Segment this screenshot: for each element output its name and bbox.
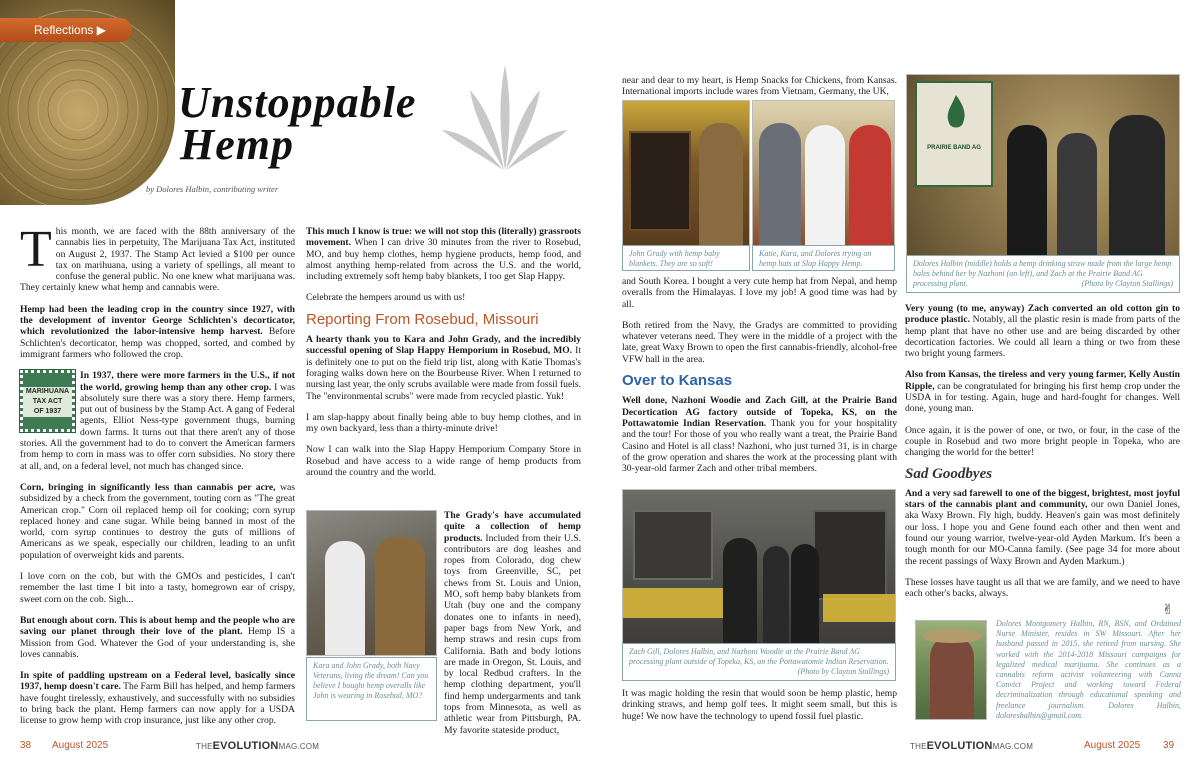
person-figure xyxy=(375,537,425,656)
sign-text: PRAIRIE BAND AG xyxy=(927,145,981,151)
paragraph-text: Before Schlichten's decorticator, hemp was chopped, sorted, and combed by immigrant farmers who followed the crop. xyxy=(20,326,295,360)
page-number-left: 38 xyxy=(20,740,32,751)
paragraph-text: his month, we are faced with the 88th anniversary of the cannabis lies in perpetuity, The Marijuana Tax Act, instituted on August 2, 1937. The Stamp Act levied a $100 per ounce tax on marihuana, using a variety of spellings, all meant to confuse the general public. No one knew what marijuana was. They certainly knew what hemp and cannabis were. xyxy=(20,226,295,294)
caption-john-blankets: John Grady with hemp baby blankets. They are so soft! xyxy=(622,245,750,271)
caption-hemp-hats: Katie, Kara, and Dolores trying on hemp hats at Slap Happy Hemp. xyxy=(752,245,895,271)
section-heading-kansas: Over to Kansas xyxy=(622,372,733,390)
paragraph-text: can be congratulated for bringing his first hemp crop under the USDA in for testing. Again, huge and hard-fought for changes. Well done, young man. xyxy=(905,380,1180,415)
paragraph xyxy=(622,395,897,474)
person-figure xyxy=(763,546,789,644)
paragraph xyxy=(444,510,581,736)
caption-text: Zach Gill, Dolores Halbin, and Nazhoni Woodie at the Prairie Band AG processing plant outside of Topeka, KS, on the Pottawatomie Indian Reservation. xyxy=(629,647,889,666)
site-logo-right[interactable] xyxy=(910,740,1033,752)
stamp-line: TAX ACT xyxy=(23,397,72,407)
paragraph-lead: But enough about corn. This is about hemp and the people who are saving our planet through their love of the plant. xyxy=(20,614,295,638)
paragraph-text: I was absolutely sure there was a story there. Hemp farmers, put out of business by the Stamp Act. A gang of Federal agents, Elliot Ness-type government thugs, burning down farms. It turns out that there aren't any of those stories. All the government had to do to convert the American farmers from hemp to corn in mass was to offer corn subsidies. No story there at all, and, on a federal level, not much has changed since. xyxy=(20,381,295,472)
paragraph-lead: The Grady's have accumulated quite a collection of hemp products. xyxy=(444,510,581,544)
photo-hemp-hats xyxy=(752,100,895,246)
prairie-band-sign xyxy=(915,81,993,187)
page-number-right: 39 xyxy=(1163,740,1175,751)
site-logo-left[interactable] xyxy=(196,740,319,752)
paragraph: Once again, it is the power of one, or two, or four, in the case of the couple in Rosebud and two more bright people in Topeka, who are changing the world for the better! xyxy=(905,424,1180,459)
date-right: August 2025 xyxy=(1084,740,1141,751)
right-a-bottom-text: It was magic holding the resin that would soon be hemp plastic, hemp drinking straws, and hemp golf tees. It might seem small, but this is huge! We now have the technology to upend fossil fuel plastic. xyxy=(622,688,897,722)
paragraph xyxy=(20,615,295,660)
machinery-shape xyxy=(813,510,887,600)
paragraph xyxy=(905,488,1180,567)
paragraph-text: Included from their U.S. contributors are dog leashes and ropes from Colorado, dog chew toys from Greenville, SC, pet chews from St. Louis and Union, MO, soft hemp baby blankets from Utah (buy one and the company donates one to infants in need), paper bags from New York, and hemp straws and resin cups from California. Bath and body lotions are made in Oregon, St. Louis, and by local Redbud crafters. In the hemp clothing department, you'll find hemp undergarments and tank tops from Minnesota, as well as athletic wear from Pittsburgh, PA. My favorite stateside product, xyxy=(444,532,581,736)
paragraph xyxy=(306,226,581,282)
page-title xyxy=(178,78,417,169)
paragraph-lead: Very young (to me, anyway) Zach converted an old cotton gin to produce plastic. xyxy=(905,303,1180,326)
paragraph-lead: Hemp had been the leading crop in the country since 1927, with the development of inventor George Schlichten's decorticator, which revolutionized the labor-intensive hemp harvest. xyxy=(20,303,295,338)
photo-john-blankets xyxy=(622,100,750,246)
person-figure xyxy=(759,123,801,246)
paragraph: Now I can walk into the Slap Happy Hemporium Company Store in Rosebud and have access to a wide range of hemp products from around the country and the world. xyxy=(306,444,581,479)
paragraph-text: Hemp IS a Mission from God. Whatever the God of your understanding is, she loves cannabis. xyxy=(20,626,295,660)
paragraph: I love corn on the cob, but with the GMOs and pesticides, I can't remember the last time I bit into a tasty, homegrown ear of crispy, sweet corn on the cob. Sigh... xyxy=(20,571,295,605)
paragraph: Both retired from the Navy, the Gradys are committed to providing whatever veterans need. They were in the middle of a project with the late, great Waxy Brown to open the first cannabis-friendly, alcohol-free VFW hall in the area. xyxy=(622,319,897,365)
paragraph xyxy=(20,304,295,360)
stamp-line: MARIHUANA xyxy=(23,387,72,397)
dropcap: T xyxy=(20,221,52,278)
person-figure xyxy=(1007,125,1047,256)
paragraph-text: The Farm Bill has helped, and hemp farmers have fought tirelessly, exhaustively, and successfully with no subsidies to bring back the plant. Hemp farmers can now apply for a USDA license to grow hemp with crop insurance, just like any other crop. xyxy=(20,681,295,727)
right-a-top-text: near and dear to my heart, is Hemp Snacks for Chickens, from Kansas. International imports include wares from Vietnam, Germany, the UK, xyxy=(622,75,897,98)
paragraph-lead: In spite of paddling upstream on a Federal level, basically since 1937, hemp doesn't care. xyxy=(20,670,295,693)
section-heading-rosebud: Reporting From Rosebud, Missouri xyxy=(306,310,539,328)
section-tab[interactable] xyxy=(0,18,132,42)
intro-paragraph xyxy=(20,221,295,294)
avatar xyxy=(930,635,974,720)
paragraph: These losses have taught us all that we are family, and we need to have each other's backs, always. xyxy=(905,576,1180,600)
paragraph xyxy=(905,303,1180,359)
paragraph xyxy=(20,670,295,726)
caption-factory xyxy=(622,643,896,681)
right-b-column xyxy=(905,303,1180,610)
paragraph-lead: In 1937, there were more farmers in the U.S., if not the world, growing hemp than any other crop. xyxy=(80,370,295,393)
caption-prairie-band xyxy=(906,255,1180,293)
yellow-rail xyxy=(823,594,896,622)
paragraph-text: our own Daniel Jones, aka Waxy Brown. Fly high, buddy. Heaven's gain was most definitely our loss. I hope you and Gene found each other and then went and found our young warrior, twelve-year-old Ayden Markum. It's been a tough month for our MO-Canna family. (See page 34 for more about the recent passings of Waxy Brown and Ayden Markum.) xyxy=(905,499,1180,567)
paragraph-lead: A hearty thank you to Kara and John Grady, and the incredibly successful opening of Slap Happy Hemporium in Rosebud, MO. xyxy=(306,334,581,357)
paragraph-lead: This much I know is true: we will not stop this (literally) grassroots movement. xyxy=(306,226,581,249)
photo-kara-john xyxy=(306,510,437,656)
paragraph xyxy=(20,370,295,472)
paragraph-text: Thank you for your hospitality and the tour! For those of you who really want a treat, the Prairie Band Casino and Hotel is all class! Nazhoni, who just turned 31, is in charge of the grow operation and shares the work at the processing plant with 30-year-old farmer Zach and other tribal members. xyxy=(622,417,897,475)
date-left: August 2025 xyxy=(52,740,109,751)
middle-column-top xyxy=(306,226,581,488)
photo-credit: (Photo by Clayton Stallings) xyxy=(1081,279,1173,288)
author-bio: Dolores Montgomery Halbin, RN, BSN, and Ordained Nurse Minister, resides in SW Missouri. After her husband passed in 2015, she retired from nursing. She worked with the 2014-2018 Missouri campaigns for legalized medical marijuana. She continues as a cannabis reform activist volunteering with Canna Convict Project and working toward Federal decriminalization through educational speaking and freelance journalism. Dolores Halbin, doloreshalbin@gmail.com. xyxy=(996,619,1181,720)
photo-factory xyxy=(622,489,896,644)
byline: by Dolores Halbin, contributing writer xyxy=(146,184,279,194)
caption-kara-john: Kara and John Grady, both Navy Veterans, living the dream! Can you believe I bought hemp overalls like John is wearing in Rosebud, MO? xyxy=(306,657,437,721)
hemp-leaf-icon xyxy=(440,60,570,175)
flame-logo-icon xyxy=(941,93,971,133)
logo-main: EVOLUTION xyxy=(212,740,279,752)
shelf-shape xyxy=(629,131,691,231)
stamp-line: OF 1937 xyxy=(23,407,72,417)
paragraph xyxy=(905,369,1180,414)
photo-prairie-band xyxy=(906,74,1180,256)
paragraph: and South Korea. I bought a very cute hemp hat from Nepal, and hemp overalls from the Himalayas. I love my job! A good time was had by all. xyxy=(622,276,897,310)
logo-post: MAG.COM xyxy=(278,742,320,751)
person-figure xyxy=(1057,133,1097,256)
paragraph-text: It is definitely one to put on the field trip list, along with Katie Thomas's foraging walks down here on the Bourbeuse River. When I returned to nursing last year, the only scrubs available were made from fossil fuels. The "environmental scrubs" were made from recycled plastic. Yuk! xyxy=(306,345,581,402)
title-line-1: Unstoppable xyxy=(178,78,417,127)
right-a-column xyxy=(622,276,897,484)
tax-stamp-image xyxy=(20,370,75,432)
person-figure xyxy=(849,125,891,246)
paragraph-lead: Also from Kansas, the tireless and very young farmer, Kelly Austin Ripple, xyxy=(905,369,1180,392)
author-photo xyxy=(915,620,987,720)
logo-post: MAG.COM xyxy=(992,742,1034,751)
paragraph-lead: And a very sad farewell to one of the biggest, brightest, most joyful stars of the cannabis plant and community, xyxy=(905,487,1180,511)
paragraph xyxy=(306,334,581,402)
left-column xyxy=(20,221,295,737)
title-line-2: Hemp xyxy=(180,120,294,169)
logo-main: EVOLUTION xyxy=(926,740,993,752)
person-figure xyxy=(723,538,757,644)
middle-column-bottom xyxy=(444,510,581,746)
logo-pre: THE xyxy=(910,742,927,751)
person-figure xyxy=(1109,115,1165,256)
person-figure xyxy=(325,541,365,656)
person-figure xyxy=(791,544,819,644)
section-heading-sad: Sad Goodbyes xyxy=(905,465,993,482)
paragraph: Celebrate the hempers around us with us! xyxy=(306,292,466,304)
person-figure xyxy=(699,123,743,246)
section-tab-label: Reflections ▶ xyxy=(34,23,106,37)
paragraph-text: When I can drive 30 minutes from the river to Rosebud, MO, and buy hemp clothes, hemp hygiene products, hemp food, and almost anything hemp-related from across the U.S. and the world, including extremely soft hemp baby blankets, I too get Slap Happy. xyxy=(306,237,581,283)
paragraph-lead: Corn, bringing in significantly less than cannabis per acre, xyxy=(20,481,276,493)
paragraph-text: was subsidized by a check from the government, touting corn as "The great American crop." Corn oil replaced hemp oil for cooking; corn syrup replaced honey and cane sugar. While being banned in most of the world, corn syrup continues to destroy the guts of millions of Americans as we speak, especially our children, leading to an unfit population of overweight kids and parents. xyxy=(20,481,295,561)
peace-sign-icon: ✌ xyxy=(1162,602,1174,618)
photo-credit: (Photo by Clayton Stallings) xyxy=(797,667,889,676)
paragraph xyxy=(20,482,295,561)
logo-pre: THE xyxy=(196,742,213,751)
paragraph: I am slap-happy about finally being able to buy hemp clothes, and in my own backyard, less than a thirty-minute drive! xyxy=(306,411,581,435)
caption-text: Dolores Halbin (middle) holds a hemp drinking straw made from the large hemp bales behind her by Nazhoni (on left), and Zach at the Prairie Band AG processing plant. xyxy=(913,259,1172,288)
person-figure xyxy=(805,125,845,246)
yellow-rail xyxy=(623,588,733,618)
machinery-shape xyxy=(633,510,713,580)
paragraph-lead: Well done, Nazhoni Woodie and Zach Gill, at the Prairie Band Decortication AG factory outside of Topeka, KS, on the Pottawatomie Indian Reservation. xyxy=(622,395,897,429)
paragraph-text: Notably, all the plastic resin is made from parts of the hemp plant that have no other use and are being discarded by other decortication factories. We could all learn a thing or two from these two bright young farmers. xyxy=(905,314,1180,360)
hat-shape xyxy=(922,629,982,643)
